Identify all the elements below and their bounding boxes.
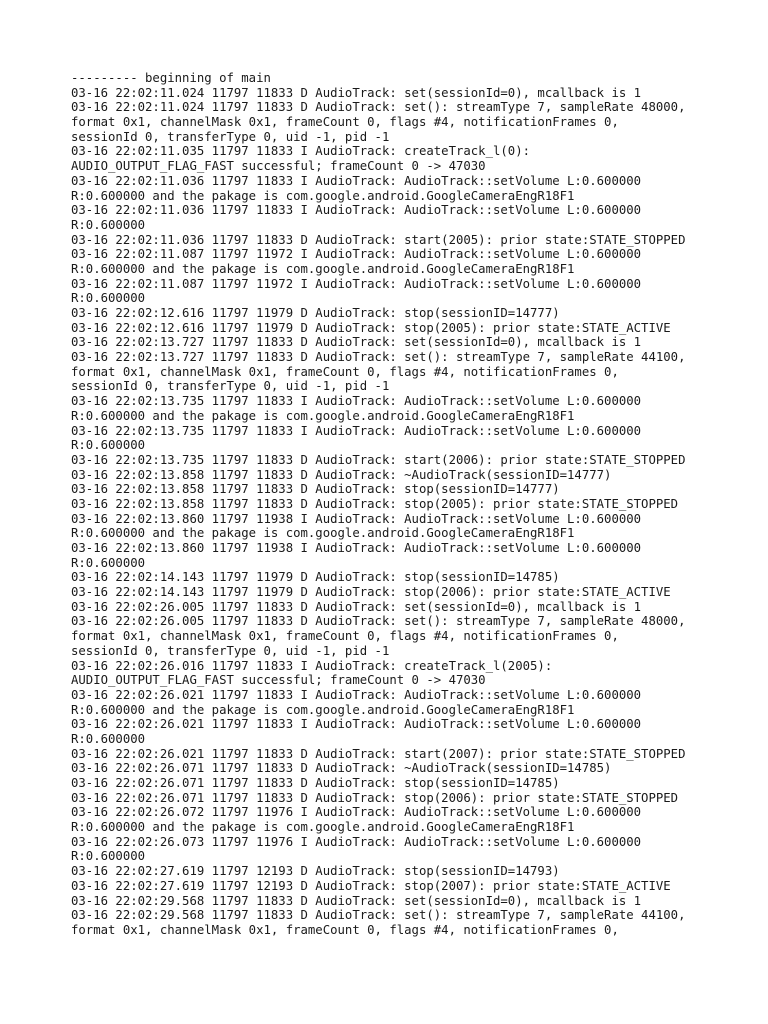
log-line: 03-16 22:02:11.036 11797 11833 I AudioTrack: AudioTrack::setVolume L:0.600000: [71, 203, 642, 218]
log-line: 03-16 22:02:26.016 11797 11833 I AudioTrack: createTrack_l(2005):: [71, 658, 553, 673]
log-line: 03-16 22:02:13.727 11797 11833 D AudioTrack: set(sessionId=0), mcallback is 1: [71, 335, 642, 350]
log-line: 03-16 22:02:13.735 11797 11833 D AudioTrack: start(2006): prior state:STATE_STOPPED: [71, 452, 686, 467]
log-line: 03-16 22:02:12.616 11797 11979 D AudioTrack: stop(sessionID=14777): [71, 306, 560, 320]
log-line: R:0.600000 and the pakage is com.google.android.GoogleCameraEngR18F1: [71, 261, 575, 276]
log-line: 03-16 22:02:14.143 11797 11979 D AudioTrack: stop(sessionID=14785): [71, 570, 560, 585]
log-line: --------- beginning of main: [71, 71, 271, 85]
log-line: 03-16 22:02:13.735 11797 11833 I AudioTrack: AudioTrack::setVolume L:0.600000: [71, 394, 642, 409]
log-line: R:0.600000 and the pakage is com.google.android.GoogleCameraEngR18F1: [71, 702, 575, 717]
log-line: 03-16 22:02:26.072 11797 11976 I AudioTrack: AudioTrack::setVolume L:0.600000: [71, 805, 642, 820]
log-line: 03-16 22:02:26.021 11797 11833 I AudioTrack: AudioTrack::setVolume L:0.600000: [71, 687, 642, 702]
log-line: 03-16 22:02:11.036 11797 11833 I AudioTrack: AudioTrack::setVolume L:0.600000: [71, 173, 642, 188]
log-line: R:0.600000: [71, 291, 146, 306]
log-line: 03-16 22:02:13.860 11797 11938 I AudioTrack: AudioTrack::setVolume L:0.600000: [71, 541, 642, 555]
log-line: 03-16 22:02:13.727 11797 11833 D AudioTrack: set(): streamType 7, sampleRate 44100,: [71, 350, 686, 365]
log-line: 03-16 22:02:13.735 11797 11833 I AudioTrack: AudioTrack::setVolume L:0.600000: [71, 423, 642, 438]
log-line: R:0.600000 and the pakage is com.google.android.GoogleCameraEngR18F1: [71, 188, 575, 203]
log-line: R:0.600000 and the pakage is com.google.android.GoogleCameraEngR18F1: [71, 820, 575, 835]
log-line: R:0.600000 and the pakage is com.google.android.GoogleCameraEngR18F1: [71, 526, 575, 541]
log-line: format 0x1, channelMask 0x1, frameCount 0, flags #4, notificationFrames 0,: [71, 364, 619, 379]
log-line: R:0.600000: [71, 555, 146, 570]
log-line: format 0x1, channelMask 0x1, frameCount 0, flags #4, notificationFrames 0,: [71, 629, 619, 644]
log-line: 03-16 22:02:11.024 11797 11833 D AudioTrack: set(sessionId=0), mcallback is 1: [71, 85, 642, 100]
log-line: 03-16 22:02:13.858 11797 11833 D AudioTrack: stop(sessionID=14777): [71, 482, 560, 497]
log-line: 03-16 22:02:26.073 11797 11976 I AudioTrack: AudioTrack::setVolume L:0.600000: [71, 834, 642, 849]
log-line: 03-16 22:02:11.087 11797 11972 I AudioTrack: AudioTrack::setVolume L:0.600000: [71, 276, 642, 291]
log-line: 03-16 22:02:12.616 11797 11979 D AudioTrack: stop(2005): prior state:STATE_ACTIVE: [71, 320, 671, 335]
log-line: 03-16 22:02:26.021 11797 11833 I AudioTrack: AudioTrack::setVolume L:0.600000: [71, 717, 642, 732]
log-line: R:0.600000: [71, 217, 146, 232]
log-line: 03-16 22:02:27.619 11797 12193 D AudioTrack: stop(sessionID=14793): [71, 864, 560, 879]
log-line: 03-16 22:02:13.858 11797 11833 D AudioTrack: ~AudioTrack(sessionID=14777): [71, 467, 612, 482]
log-line: 03-16 22:02:14.143 11797 11979 D AudioTrack: stop(2006): prior state:STATE_ACTIVE: [71, 585, 671, 600]
log-line: 03-16 22:02:11.024 11797 11833 D AudioTrack: set(): streamType 7, sampleRate 48000,: [71, 100, 686, 115]
log-line: AUDIO_OUTPUT_FLAG_FAST successful; frameCount 0 -> 47030: [71, 673, 486, 688]
log-line: 03-16 22:02:11.036 11797 11833 D AudioTrack: start(2005): prior state:STATE_STOPPED: [71, 232, 686, 247]
log-text-block: [71, 71, 711, 938]
log-line: R:0.600000: [71, 438, 146, 453]
log-line: 03-16 22:02:29.568 11797 11833 D AudioTrack: set(): streamType 7, sampleRate 44100,: [71, 908, 686, 923]
log-line: sessionId 0, transferType 0, uid -1, pid -1: [71, 643, 390, 658]
log-line: 03-16 22:02:26.005 11797 11833 D AudioTrack: set(sessionId=0), mcallback is 1: [71, 599, 642, 614]
log-line: 03-16 22:02:13.860 11797 11938 I AudioTrack: AudioTrack::setVolume L:0.600000: [71, 511, 642, 526]
log-line: R:0.600000: [71, 849, 146, 864]
log-line: AUDIO_OUTPUT_FLAG_FAST successful; frameCount 0 -> 47030: [71, 159, 486, 174]
log-line: R:0.600000: [71, 731, 146, 746]
log-line: 03-16 22:02:26.005 11797 11833 D AudioTrack: set(): streamType 7, sampleRate 48000,: [71, 614, 686, 629]
log-line: 03-16 22:02:26.021 11797 11833 D AudioTrack: start(2007): prior state:STATE_STOPPED: [71, 746, 686, 761]
log-line: sessionId 0, transferType 0, uid -1, pid -1: [71, 129, 390, 144]
log-line: format 0x1, channelMask 0x1, frameCount 0, flags #4, notificationFrames 0,: [71, 922, 619, 937]
log-line: 03-16 22:02:13.858 11797 11833 D AudioTrack: stop(2005): prior state:STATE_STOPPED: [71, 496, 679, 511]
log-line: 03-16 22:02:11.035 11797 11833 I AudioTrack: createTrack_l(0):: [71, 144, 531, 159]
log-line: format 0x1, channelMask 0x1, frameCount 0, flags #4, notificationFrames 0,: [71, 115, 619, 130]
log-line: 03-16 22:02:29.568 11797 11833 D AudioTrack: set(sessionId=0), mcallback is 1: [71, 893, 642, 908]
log-line: 03-16 22:02:26.071 11797 11833 D AudioTrack: stop(2006): prior state:STATE_STOPPED: [71, 790, 679, 805]
log-line: 03-16 22:02:26.071 11797 11833 D AudioTrack: ~AudioTrack(sessionID=14785): [71, 761, 612, 776]
log-line: 03-16 22:02:27.619 11797 12193 D AudioTrack: stop(2007): prior state:STATE_ACTIVE: [71, 878, 671, 893]
log-line: 03-16 22:02:11.087 11797 11972 I AudioTrack: AudioTrack::setVolume L:0.600000: [71, 247, 642, 262]
log-line: R:0.600000 and the pakage is com.google.android.GoogleCameraEngR18F1: [71, 408, 575, 423]
log-line: sessionId 0, transferType 0, uid -1, pid -1: [71, 379, 390, 394]
log-line: 03-16 22:02:26.071 11797 11833 D AudioTrack: stop(sessionID=14785): [71, 776, 560, 790]
